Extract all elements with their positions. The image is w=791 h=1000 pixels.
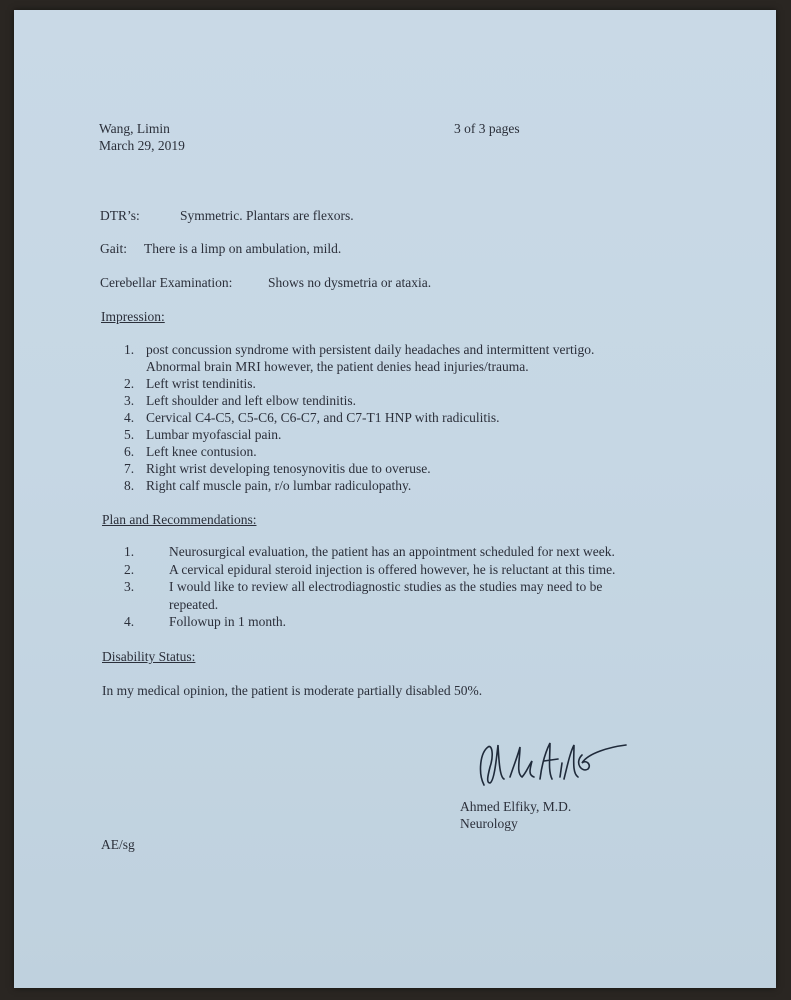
plan-item-text: A cervical epidural steroid injection is offered however, he is reluctant at this time.: [169, 561, 616, 577]
gait-label: Gait:: [100, 241, 127, 256]
impression-item-text: Right calf muscle pain, r/o lumbar radiculopathy.: [146, 478, 412, 493]
patient-name: Wang, Limin: [99, 121, 170, 136]
plan-heading: Plan and Recommendations:: [102, 512, 257, 527]
plan-item-text: repeated.: [169, 596, 219, 612]
handwritten-signature: [470, 733, 630, 793]
dtr-value: Symmetric. Plantars are flexors.: [180, 208, 354, 223]
cerebellar-value: Shows no dysmetria or ataxia.: [268, 275, 432, 290]
impression-item-number: 5.: [124, 427, 135, 442]
plan-item-text: I would like to review all electrodiagnostic studies as the studies may need to be: [169, 579, 603, 594]
impression-item-text: Left knee contusion.: [146, 444, 257, 459]
impression-item-text: Lumbar myofascial pain.: [146, 427, 282, 442]
plan-item-text: Neurosurgical evaluation, the patient has an appointment scheduled for next week.: [169, 544, 615, 559]
signer-name: Ahmed Elfiky, M.D.: [460, 799, 572, 814]
impression-item-number: 6.: [124, 444, 135, 459]
impression-item-number: 3.: [124, 393, 135, 408]
dtr-label: DTR’s:: [100, 208, 140, 223]
impression-item-text: Right wrist developing tenosynovitis due to overuse.: [146, 461, 431, 476]
plan-item-number: 2.: [124, 561, 135, 577]
disability-text: In my medical opinion, the patient is moderate partially disabled 50%.: [102, 683, 483, 698]
impression-item-text: Cervical C4-C5, C5-C6, C6-C7, and C7-T1 HNP with radiculitis.: [146, 410, 500, 425]
plan-item-number: 4.: [124, 614, 135, 629]
plan-item-number: 1.: [124, 544, 135, 559]
letter-date: March 29, 2019: [99, 138, 185, 153]
impression-item-text: Abnormal brain MRI however, the patient denies head injuries/trauma.: [146, 359, 529, 374]
impression-item-number: 2.: [124, 376, 135, 391]
impression-item-number: 7.: [124, 461, 135, 476]
disability-heading: Disability Status:: [102, 649, 196, 664]
impression-item-text: Left shoulder and left elbow tendinitis.: [146, 393, 356, 408]
impression-item-text: post concussion syndrome with persistent daily headaches and intermittent vertigo.: [146, 342, 595, 357]
typist-initials: AE/sg: [101, 837, 135, 852]
impression-item-number: 4.: [124, 410, 135, 425]
impression-item-number: 1.: [124, 342, 135, 357]
signer-department: Neurology: [460, 816, 518, 831]
page-indicator: 3 of 3 pages: [454, 121, 520, 136]
impression-item-text: Left wrist tendinitis.: [146, 376, 256, 391]
impression-item-number: 8.: [124, 478, 135, 493]
plan-item-number: 3.: [124, 579, 135, 594]
gait-value: There is a limp on ambulation, mild.: [144, 241, 342, 256]
plan-item-text: Followup in 1 month.: [169, 614, 287, 629]
cerebellar-label: Cerebellar Examination:: [100, 275, 233, 290]
impression-heading: Impression:: [101, 309, 165, 324]
